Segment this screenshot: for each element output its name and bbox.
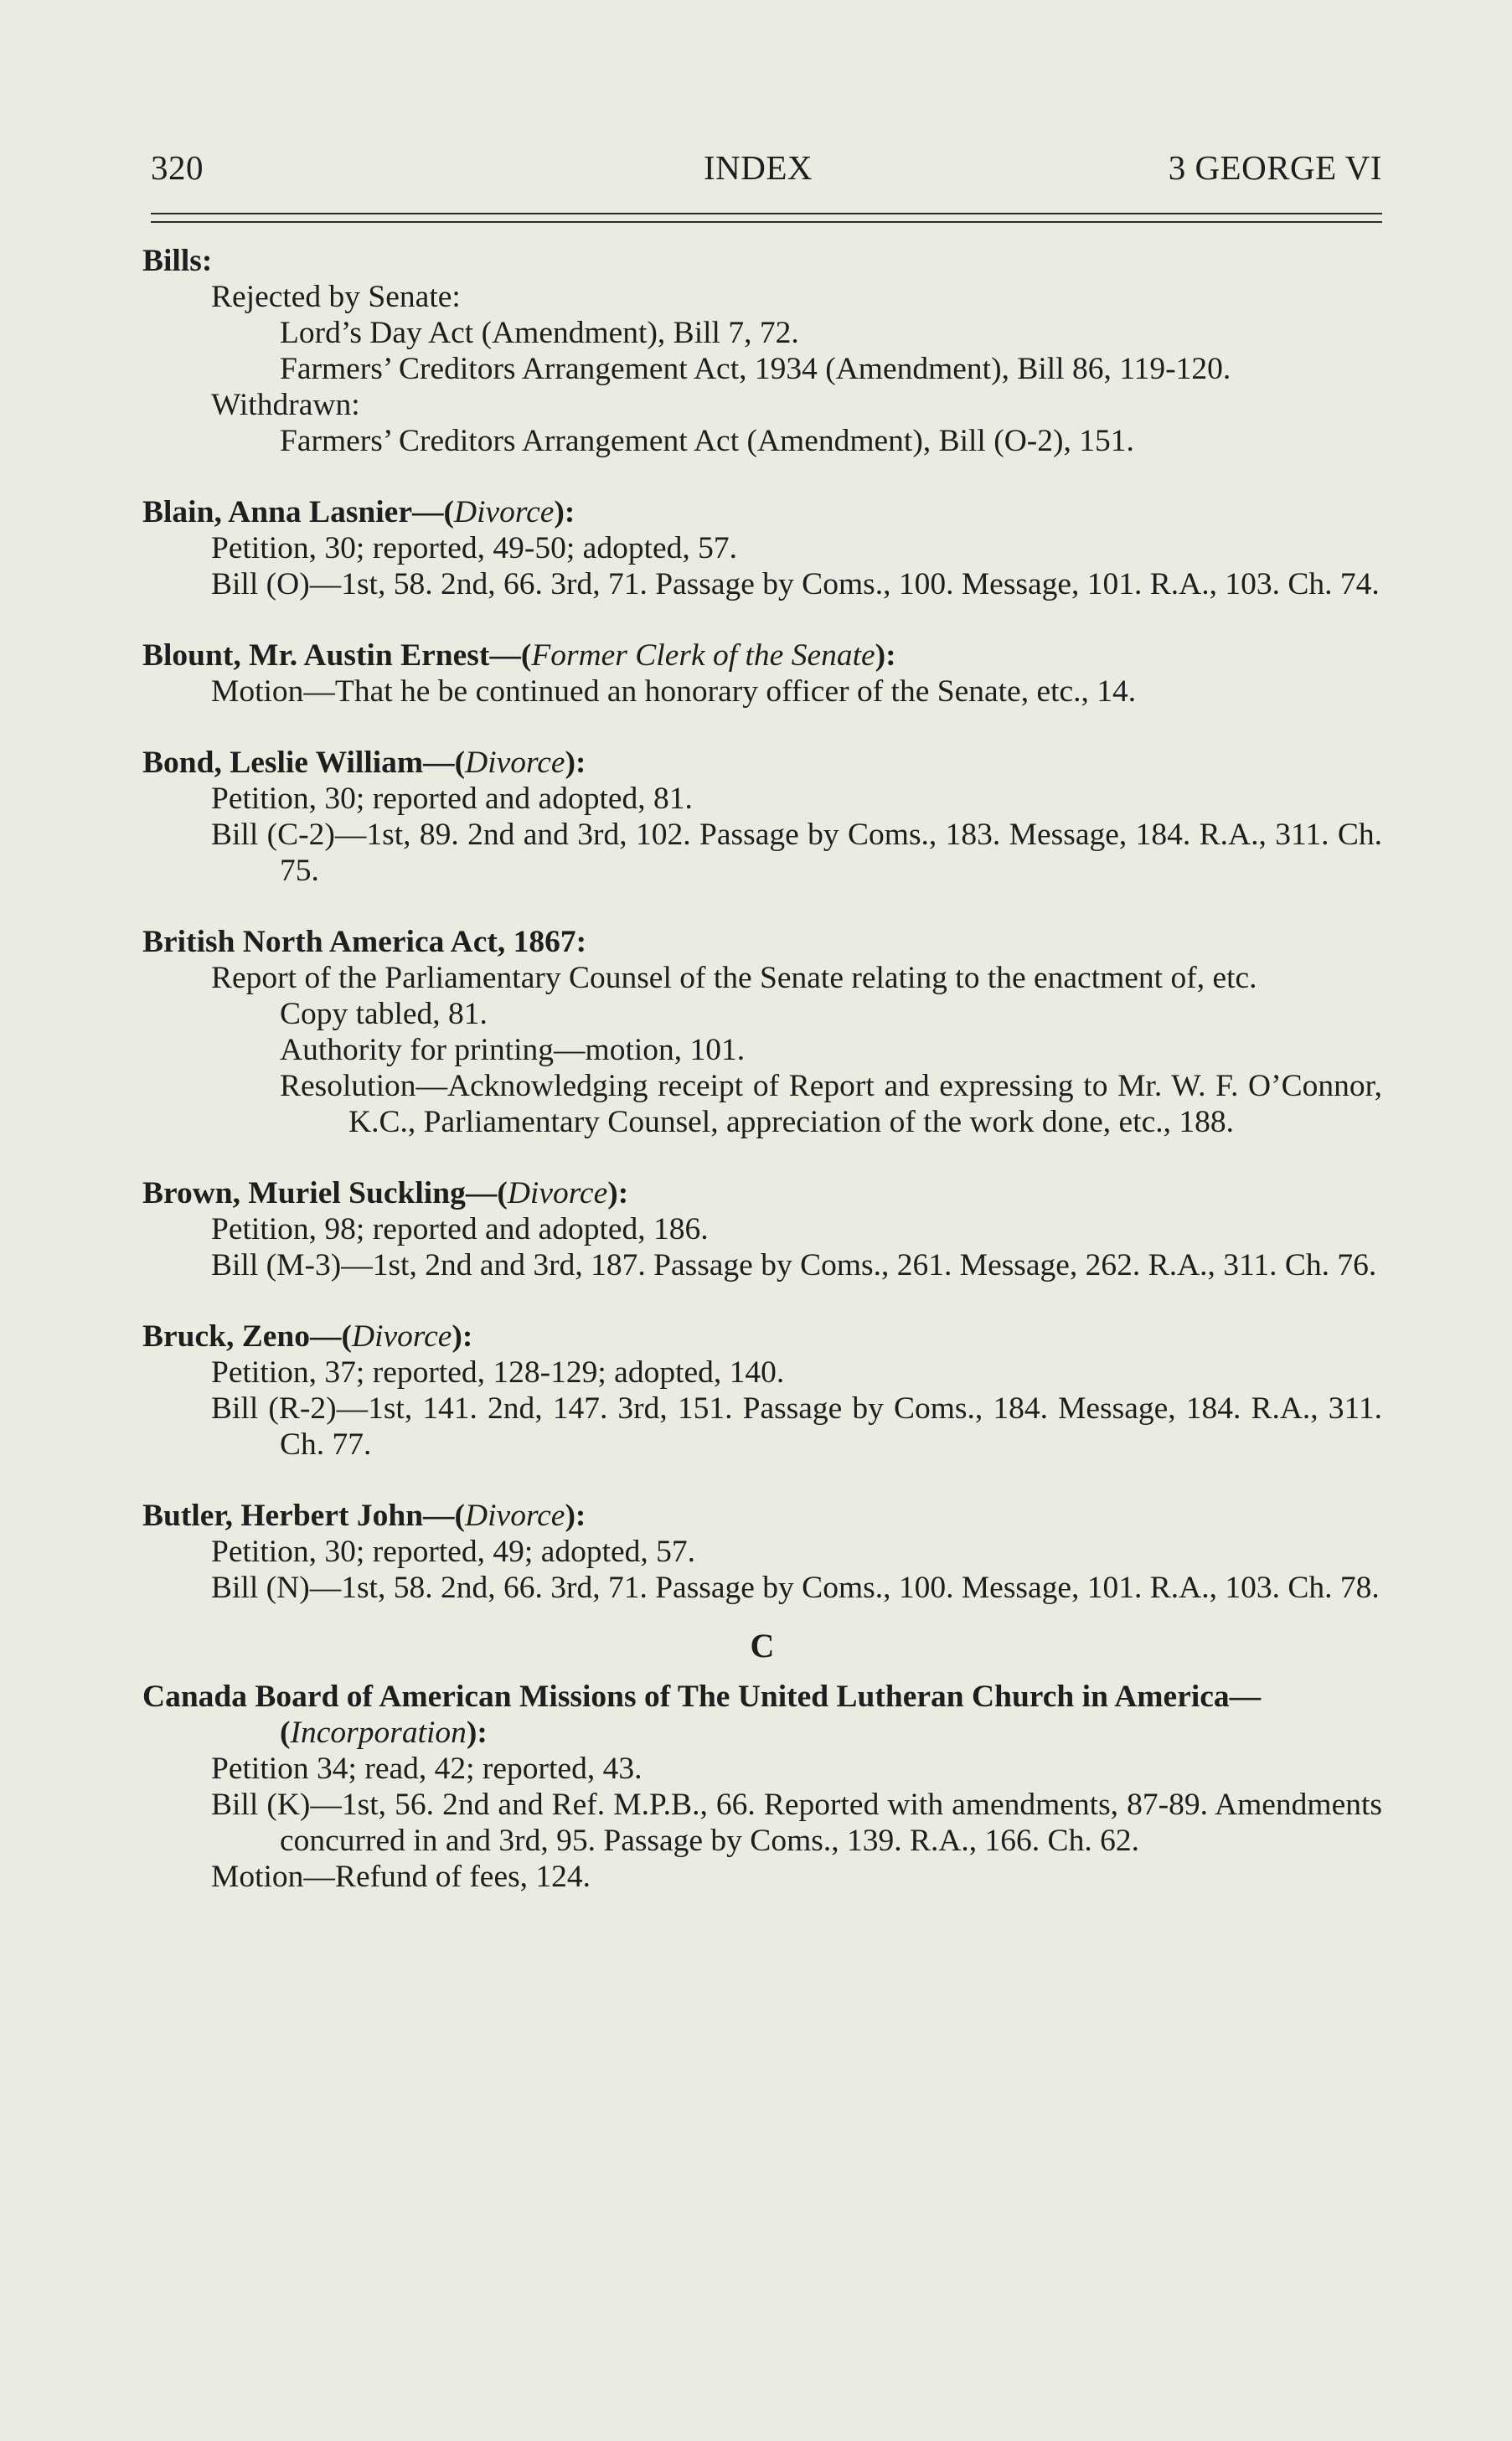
running-header — [151, 147, 1382, 189]
index-entry-bruck — [142, 1319, 1382, 1463]
entry-line: Motion—Refund of fees, 124. — [211, 1860, 591, 1894]
volume-label: 3 GEORGE VI — [1168, 148, 1382, 187]
entry-line: Bill (M-3)—1st, 2nd and 3rd, 187. Passage by Coms., 261. Message, 262. R.A., 311. Ch. 76. — [211, 1248, 1377, 1282]
entry-name: Brown, Muriel Suckling — [142, 1176, 466, 1210]
entry-name: Blain, Anna Lasnier — [142, 495, 412, 529]
entry-line: Bill (N)—1st, 58. 2nd, 66. 3rd, 71. Passage by Coms., 100. Message, 101. R.A., 103. Ch. 78. — [211, 1571, 1380, 1605]
entry-heading: Brown, Muriel Suckling—(Divorce): — [142, 1176, 629, 1210]
index-entry-blain — [142, 494, 1382, 602]
entry-line: Lord’s Day Act (Amendment), Bill 7, 72. — [280, 316, 799, 350]
entry-line: Report of the Parliamentary Counsel of the Senate relating to the enactment of, etc. — [211, 961, 1257, 995]
entry-line: Copy tabled, 81. — [280, 997, 488, 1031]
entry-qualifier: Divorce — [465, 746, 565, 780]
entry-qualifier: Divorce — [352, 1319, 452, 1354]
section-letter: C — [750, 1627, 775, 1664]
entry-name: Blount, Mr. Austin Ernest — [142, 638, 490, 673]
entry-heading: Butler, Herbert John—(Divorce): — [142, 1499, 586, 1533]
entry-heading: Blain, Anna Lasnier—(Divorce): — [142, 495, 575, 529]
entry-heading: Bond, Leslie William—(Divorce): — [142, 746, 586, 780]
index-entry-bills — [142, 243, 1382, 459]
entry-line: Farmers’ Creditors Arrangement Act (Amendment), Bill (O-2), 151. — [280, 424, 1134, 458]
entry-line: Petition, 30; reported and adopted, 81. — [211, 782, 693, 816]
entry-line: Petition 34; read, 42; reported, 43. — [211, 1752, 642, 1786]
index-entry-blount — [142, 637, 1382, 710]
entry-heading: British North America Act, 1867: — [142, 925, 587, 959]
entry-qualifier: Divorce — [465, 1499, 565, 1533]
entry-subheading: Withdrawn: — [211, 388, 360, 422]
index-body — [142, 243, 1382, 1895]
entry-name: Bruck, Zeno — [142, 1319, 311, 1354]
entry-line: Petition, 37; reported, 128-129; adopted, 140. — [211, 1355, 785, 1390]
entry-line: Bill (C-2)—1st, 89. 2nd and 3rd, 102. Passage by Coms., 183. Message, 184. R.A., 311. Ch. 75. — [211, 818, 1382, 888]
entry-line: Bill (K)—1st, 56. 2nd and Ref. M.P.B., 66. Reported with amendments, 87-89. Amendments concurred in and 3rd, 95. Passage by Coms., 139. R.A., 166. Ch. 62. — [211, 1788, 1382, 1858]
entry-qualifier: Divorce — [453, 495, 555, 529]
entry-subheading: Rejected by Senate: — [211, 280, 461, 314]
entry-line: Resolution—Acknowledging receipt of Report and expressing to Mr. W. F. O’Connor, K.C., Parliamentary Counsel, appreciation of the work done, etc., 188. — [280, 1069, 1382, 1139]
entry-heading: Blount, Mr. Austin Ernest—(Former Clerk of the Senate): — [142, 638, 896, 673]
entry-heading: Bruck, Zeno—(Divorce): — [142, 1319, 473, 1354]
entry-qualifier: Divorce — [507, 1176, 608, 1210]
entry-name: Canada Board of American Missions of The United Lutheran Church in America — [142, 1680, 1230, 1714]
entry-line: Petition, 98; reported and adopted, 186. — [211, 1212, 709, 1246]
index-entry-bond — [142, 745, 1382, 889]
index-entry-bna — [142, 924, 1382, 1140]
entry-line: Farmers’ Creditors Arrangement Act, 1934 (Amendment), Bill 86, 119-120. — [280, 352, 1231, 386]
entry-line: Motion—That he be continued an honorary officer of the Senate, etc., 14. — [211, 674, 1137, 709]
header-rule-bottom — [151, 221, 1382, 223]
entry-line: Petition, 30; reported, 49; adopted, 57. — [211, 1535, 696, 1569]
index-entry-canada-board — [142, 1679, 1382, 1895]
entry-name: Butler, Herbert John — [142, 1499, 424, 1533]
entry-heading: Canada Board of American Missions of The United Lutheran Church in America—(Incorporation): — [142, 1680, 1262, 1750]
entry-line: Petition, 30; reported, 49-50; adopted, 57. — [211, 531, 738, 565]
index-entry-brown — [142, 1175, 1382, 1283]
entry-heading: Bills: — [142, 244, 213, 278]
entry-line: Bill (R-2)—1st, 141. 2nd, 147. 3rd, 151. Passage by Coms., 184. Message, 184. R.A., 311. Ch. 77. — [211, 1391, 1382, 1462]
page-title: INDEX — [704, 148, 813, 187]
entry-qualifier: Incorporation — [290, 1716, 467, 1750]
page-number: 320 — [151, 148, 204, 187]
entry-name: Bond, Leslie William — [142, 746, 424, 780]
header-rule-top — [151, 213, 1382, 214]
entry-qualifier: Former Clerk of the Senate — [531, 638, 875, 673]
entry-line: Authority for printing—motion, 101. — [280, 1033, 746, 1067]
entry-line: Bill (O)—1st, 58. 2nd, 66. 3rd, 71. Passage by Coms., 100. Message, 101. R.A., 103. Ch. 74. — [211, 567, 1380, 601]
index-entry-butler — [142, 1498, 1382, 1606]
